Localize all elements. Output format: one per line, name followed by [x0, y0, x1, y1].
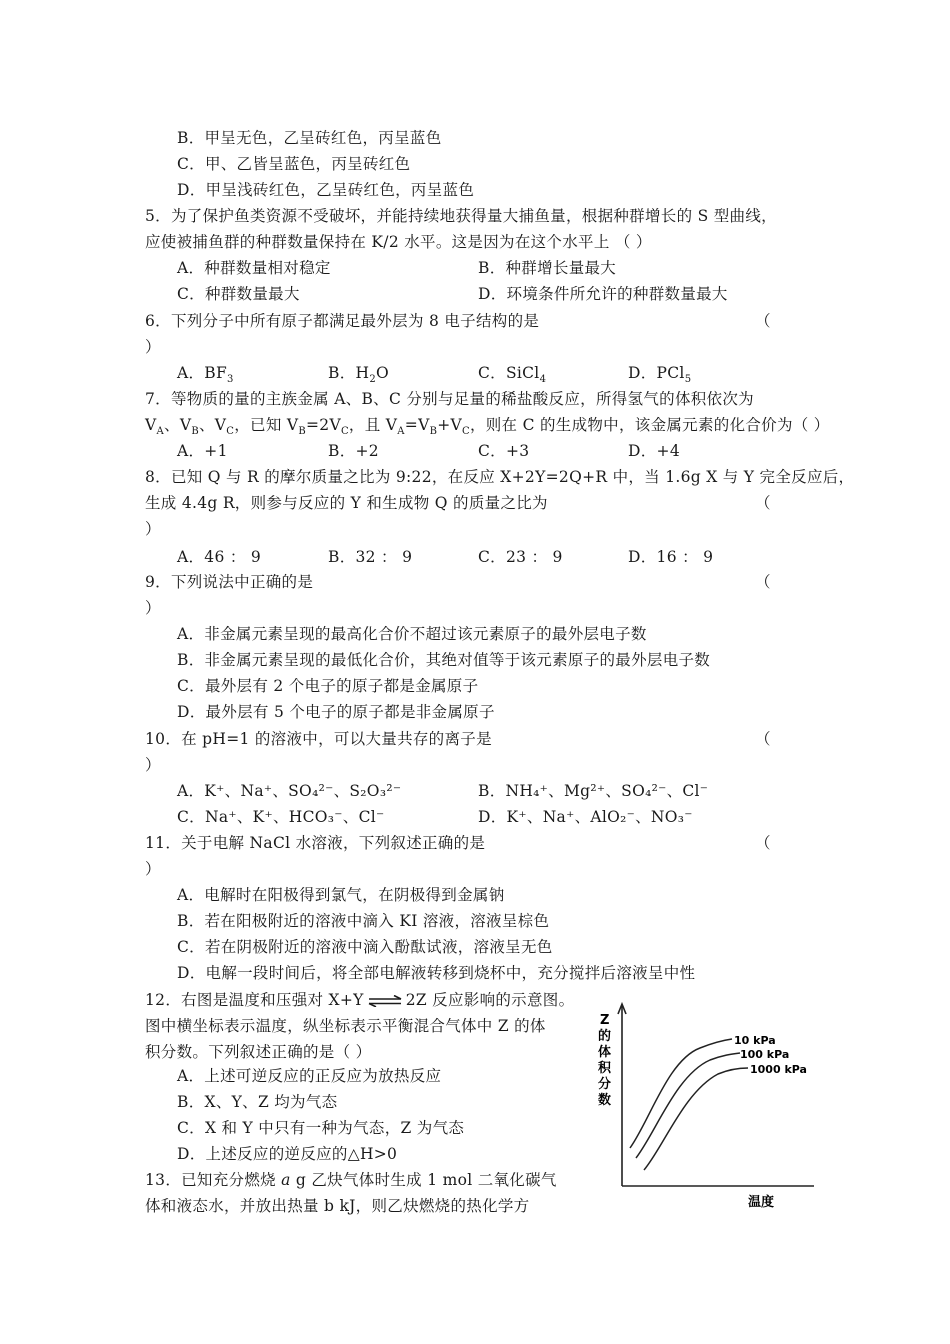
- q4-option-d: D．甲呈浅砖红色，乙呈砖红色，丙呈蓝色: [177, 181, 475, 199]
- q7-option-c: C．+3: [478, 442, 530, 460]
- q5-stem-line1: 5．为了保护鱼类资源不受破坏，并能持续地获得量大捕鱼量，根据种群增长的 S 型曲线，: [145, 207, 777, 225]
- q7-option-a: A．+1: [177, 442, 228, 460]
- q5-stem-line2: 应使被捕鱼群的种群数量保持在 K/2 水平。这是因为在这个水平上 （ ）: [145, 233, 652, 251]
- q12-option-b: B．X、Y、Z 均为气态: [177, 1093, 338, 1111]
- x-axis-label: 温度: [748, 1195, 775, 1210]
- q9-paren-open: （: [755, 573, 771, 591]
- q8-option-b: B．32 ： 9: [328, 548, 413, 566]
- q12-option-d: D．上述反应的逆反应的△H>0: [177, 1145, 398, 1163]
- q12-option-a: A．上述可逆反应的正反应为放热反应: [177, 1067, 442, 1085]
- q6-option-d: D．PCl$_5$: [628, 364, 692, 386]
- temperature-pressure-graph: [590, 1000, 820, 1210]
- q10-option-a: A．K⁺、Na⁺、SO₄²⁻、S₂O₃²⁻: [177, 782, 402, 800]
- y-axis-label-char: 的: [598, 1029, 612, 1044]
- curve-100kpa: [636, 1053, 740, 1158]
- q4-option-b: B．甲呈无色，乙呈砖红色，丙呈蓝色: [177, 129, 442, 147]
- q10-paren-close: ）: [145, 756, 161, 774]
- q10-option-c: C．Na⁺、K⁺、HCO₃⁻、Cl⁻: [177, 808, 385, 826]
- q5-option-c: C．种群数量最大: [177, 285, 300, 303]
- q9-option-d: D．最外层有 5 个电子的原子都是非金属原子: [177, 703, 495, 721]
- q8-paren-open: （: [755, 494, 771, 512]
- q5-option-d: D．环境条件所允许的种群数量最大: [478, 285, 728, 303]
- q11-paren-open: （: [755, 834, 771, 852]
- q10-stem: 10．在 pH=1 的溶液中，可以大量共存的离子是: [145, 730, 492, 748]
- q5-option-b: B．种群增长量最大: [478, 259, 617, 277]
- q6-stem: 6．下列分子中所有原子都满足最外层为 8 电子结构的是: [145, 312, 540, 330]
- q5-option-a: A．种群数量相对稳定: [177, 259, 331, 277]
- q10-paren-open: （: [755, 730, 771, 748]
- y-axis-label-char: Z: [600, 1013, 610, 1028]
- q6-option-b: B．$H_2O$: [328, 364, 389, 386]
- q11-option-b: B．若在阳极附近的溶液中滴入 KI 溶液，溶液呈棕色: [177, 912, 550, 930]
- q7-option-b: B．+2: [328, 442, 379, 460]
- q7-stem-line2: $V_A$、$V_B$、$V_C$，已知 $V_B=2V_C$，且 $V_A=V_B+V_C$，则在 C 的生成物中，该金属元素的化合价为（ ）: [145, 416, 830, 438]
- q8-paren-close: ）: [145, 520, 161, 538]
- y-axis-label-char: 体: [598, 1045, 612, 1060]
- q13-stem-line2: 体和液态水，并放出热量 b kJ，则乙炔燃烧的热化学方: [145, 1197, 530, 1215]
- q11-paren-close: ）: [145, 860, 161, 878]
- q4-option-c: C．甲、乙皆呈蓝色，丙呈砖红色: [177, 155, 411, 173]
- equilibrium-arrow-icon: [368, 995, 402, 1007]
- q9-option-c: C．最外层有 2 个电子的原子都是金属原子: [177, 677, 479, 695]
- q8-option-a: A．46 ： 9: [177, 548, 262, 566]
- y-axis-label-char: 数: [598, 1093, 612, 1108]
- q12-option-c: C．X 和 Y 中只有一种为气态，Z 为气态: [177, 1119, 465, 1137]
- q9-stem: 9．下列说法中正确的是: [145, 573, 314, 591]
- q12-stem-line2: 图中横坐标表示温度，纵坐标表示平衡混合气体中 Z 的体: [145, 1017, 546, 1035]
- q13-stem-line1: 13．已知充分燃烧 a g 乙炔气体时生成 1 mol 二氧化碳气: [145, 1171, 557, 1189]
- q6-option-a: A．$BF_3$: [177, 364, 234, 386]
- series-label-10kpa: 10 kPa: [734, 1034, 776, 1047]
- q11-option-d: D．电解一段时间后，将全部电解液转移到烧杯中，充分搅拌后溶液呈中性: [177, 964, 696, 982]
- q6-option-c: C．SiCl$_4$: [478, 364, 547, 386]
- y-axis-label-char: 积: [598, 1061, 612, 1076]
- q11-stem: 11．关于电解 NaCl 水溶液，下列叙述正确的是: [145, 834, 486, 852]
- q10-option-b: B．NH₄⁺、Mg²⁺、SO₄²⁻、Cl⁻: [478, 782, 709, 800]
- q6-paren-close: ）: [145, 338, 161, 356]
- q8-stem-line2: 生成 4.4g R，则参与反应的 Y 和生成物 Q 的质量之比为: [145, 494, 548, 512]
- q8-option-c: C．23 ： 9: [478, 548, 563, 566]
- q12-stem-line3: 积分数。下列叙述正确的是（ ）: [145, 1043, 372, 1061]
- q11-option-a: A．电解时在阳极得到氯气，在阴极得到金属钠: [177, 886, 505, 904]
- q8-option-d: D．16 ： 9: [628, 548, 714, 566]
- q7-stem-line1: 7．等物质的量的主族金属 A、B、C 分别与足量的稀盐酸反应，所得氢气的体积依次为: [145, 390, 754, 408]
- q9-paren-close: ）: [145, 599, 161, 617]
- q9-option-a: A．非金属元素呈现的最高化合价不超过该元素原子的最外层电子数: [177, 625, 647, 643]
- q12-stem-line1: 12．右图是温度和压强对 X+Y 2Z 反应影响的示意图。: [145, 991, 575, 1009]
- q8-stem-line1: 8．已知 Q 与 R 的摩尔质量之比为 9:22，在反应 X+2Y=2Q+R 中，当 1.6g X 与 Y 完全反应后，: [145, 468, 855, 486]
- y-axis-label-char: 分: [598, 1077, 612, 1092]
- series-label-1000kpa: 1000 kPa: [750, 1063, 807, 1076]
- q6-paren-open: （: [755, 312, 771, 330]
- q11-option-c: C．若在阴极附近的溶液中滴入酚酞试液，溶液呈无色: [177, 938, 553, 956]
- q10-option-d: D．K⁺、Na⁺、AlO₂⁻、NO₃⁻: [478, 808, 693, 826]
- q7-option-d: D．+4: [628, 442, 680, 460]
- curve-10kpa: [630, 1039, 732, 1148]
- q9-option-b: B．非金属元素呈现的最低化合价，其绝对值等于该元素原子的最外层电子数: [177, 651, 711, 669]
- series-label-100kpa: 100 kPa: [740, 1048, 790, 1061]
